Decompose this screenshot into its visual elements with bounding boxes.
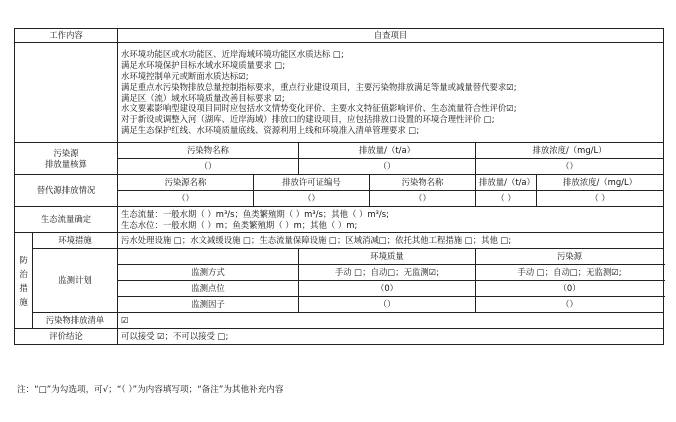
pollutant-conc-header: 排放浓度/（mg/L） xyxy=(476,143,664,159)
header-self-check-items: 自查项目 xyxy=(118,29,664,43)
conclusion-options[interactable]: 可以接受 ☑；不可以接受 □; xyxy=(118,329,664,345)
monitoring-plan-label: 监测计划 xyxy=(33,249,118,313)
monitoring-corner xyxy=(118,249,299,265)
substitute-amount-value[interactable]: （ ） xyxy=(476,191,537,207)
eco-flow-values xyxy=(118,207,664,233)
prevention-char: 措 xyxy=(19,282,28,293)
pollutant-conc-value[interactable]: （） xyxy=(476,159,664,175)
monitoring-points-label: 监测点位 xyxy=(118,281,299,297)
conclusion-label: 评价结论 xyxy=(15,329,118,345)
criterion-line: 满足区（流）域水环境质量改善目标要求 ☑; xyxy=(121,92,285,103)
pollutant-amount-value[interactable]: （） xyxy=(299,159,476,175)
prevention-measures-label xyxy=(15,233,33,329)
conclusion-row xyxy=(15,329,664,345)
prevention-char: 防 xyxy=(19,254,28,265)
substitute-pollutant-header: 污染物名称 xyxy=(370,175,476,191)
env-impact-criteria xyxy=(118,43,664,143)
criterion-line: 水环境控制单元或断面水质达标☑; xyxy=(121,70,249,81)
monitoring-env-factor-value[interactable]: （） xyxy=(299,297,476,313)
criterion-line: 水文要素影响型建设项目同时应包括水文情势变化评价、主要水文特征值影响评价、生态流量符合性评价☑; xyxy=(121,103,517,114)
pollutant-label-line2: 排放量核算 xyxy=(45,158,87,169)
substitute-header-row xyxy=(15,175,664,191)
criterion-line: 满足水环境保护目标水域水环境质量要求 □; xyxy=(121,59,286,70)
eco-water-level-line[interactable]: 生态水位：一般水期（ ）m；鱼类繁殖期（ ）m；其他（ ）m; xyxy=(121,219,358,230)
monitoring-pollution-source-header: 污染源 xyxy=(476,249,664,265)
pollutant-accounting-label xyxy=(15,143,118,175)
prevention-char: 施 xyxy=(19,296,28,307)
monitoring-header-row xyxy=(15,249,664,265)
env-measures-label: 环境措施 xyxy=(33,233,118,249)
substitute-source-name-value[interactable]: （） xyxy=(118,191,254,207)
criterion-line: 水环境功能区或水功能区、近岸海域环境功能区水质达标 □; xyxy=(121,48,344,59)
pollutant-name-header: 污染物名称 xyxy=(118,143,299,159)
eco-flow-line[interactable]: 生态流量：一般水期（ ）m³/s；鱼类繁殖期（ ）m³/s；其他（ ）m³/s; xyxy=(121,208,389,219)
monitoring-factor-label: 监测因子 xyxy=(118,297,299,313)
measures-row xyxy=(15,233,664,249)
env-impact-label xyxy=(15,43,118,143)
env-measures-options[interactable]: 污水处理设施 □；水文减缓设施 □；生态流量保障设施 □；区域消减□；依托其他工程措施 □；其他 □; xyxy=(118,233,664,249)
monitoring-src-points-value[interactable]: （0） xyxy=(476,281,664,297)
monitoring-method-label: 监测方式 xyxy=(118,265,299,281)
pollutant-name-value[interactable]: （） xyxy=(118,159,299,175)
env-impact-row xyxy=(15,43,664,143)
monitoring-src-method-options[interactable]: 手动 □；自动□；无监测☑; xyxy=(476,265,664,281)
substitute-permit-value[interactable]: （） xyxy=(254,191,370,207)
prevention-char: 治 xyxy=(19,268,28,279)
header-work-content: 工作内容 xyxy=(15,29,118,43)
criterion-line: 满足重点水污染物排放总量控制指标要求，重点行业建设项目，主要污染物排放满足等量或减量替代要求☑; xyxy=(121,81,517,92)
substitute-pollutant-value[interactable]: （） xyxy=(370,191,476,207)
emission-list-row xyxy=(15,313,664,329)
substitute-conc-header: 排放浓度/（mg/L） xyxy=(537,175,664,191)
pollutant-label-line1: 污染源 xyxy=(53,147,79,158)
header-row xyxy=(15,29,664,43)
pollutant-amount-header: 排放量/（t/a） xyxy=(299,143,476,159)
substitute-conc-value[interactable]: （ ） xyxy=(537,191,664,207)
substitute-permit-header: 排放许可证编号 xyxy=(254,175,370,191)
eco-flow-label: 生态流量确定 xyxy=(15,207,118,233)
emission-list-checkbox[interactable]: ☑ xyxy=(118,313,664,329)
eco-flow-row xyxy=(15,207,664,233)
substitute-source-name-header: 污染源名称 xyxy=(118,175,254,191)
monitoring-env-quality-header: 环境质量 xyxy=(299,249,476,265)
emission-list-label: 污染物排放清单 xyxy=(33,313,118,329)
pollutant-header-row xyxy=(15,143,664,159)
substitute-source-label: 替代源排放情况 xyxy=(15,175,118,207)
monitoring-env-points-value[interactable]: （0） xyxy=(299,281,476,297)
criterion-line: 满足生态保护红线、水环境质量底线、资源利用上线和环境准入清单管理要求 □; xyxy=(121,125,420,136)
substitute-amount-header: 排放量/（t/a） xyxy=(476,175,537,191)
criterion-line: 对于新设或调整入河（湖库、近岸海域）排放口的建设项目，应包括排放口设置的环境合理性评价 □; xyxy=(121,114,495,125)
monitoring-src-factor-value[interactable]: （） xyxy=(476,297,664,313)
monitoring-env-method-options[interactable]: 手动 □；自动□；无监测☑; xyxy=(299,265,476,281)
self-check-form xyxy=(14,28,663,345)
footnote: 注：“□”为勾选项，可√；“（ ）”为内容填写项；“备注”为其他补充内容 xyxy=(17,385,284,395)
self-check-table xyxy=(14,28,664,345)
